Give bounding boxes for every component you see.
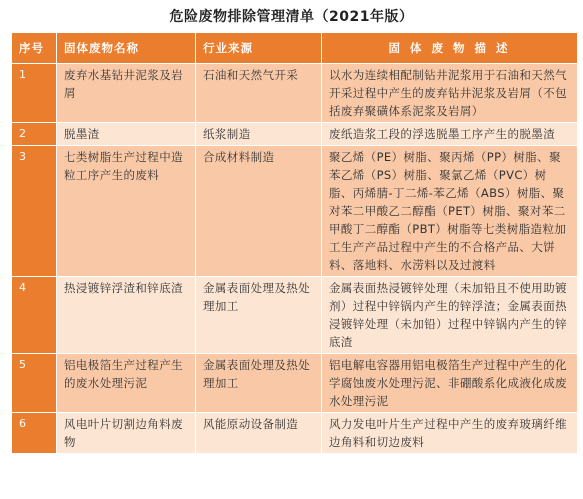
row-desc: 聚乙烯（PE）树脂、聚丙烯（PP）树脂、聚苯乙烯（PS）树脂、聚氯乙烯（PVC）树脂、丙烯腈-丁二烯-苯乙烯（ABS）树脂、聚对苯二甲酸乙二醇酯（PET）树脂、聚对苯二甲酸丁二醇酯（PBT）树脂等七类树脂造粒加工生产产品过程中产生的不合格产品、大饼料、落地料、水涝料以及过渡料 <box>322 146 578 277</box>
row-name: 铝电极箔生产过程产生的废水处理污泥 <box>57 354 196 413</box>
table-row <box>12 123 578 146</box>
row-source: 金属表面处理及热处理加工 <box>196 277 322 354</box>
row-source: 纸浆制造 <box>196 123 322 146</box>
row-source: 风能原动设备制造 <box>196 413 322 454</box>
row-source: 金属表面处理及热处理加工 <box>196 354 322 413</box>
row-num: 5 <box>12 354 57 413</box>
row-name: 风电叶片切割边角料废物 <box>57 413 196 454</box>
row-source: 合成材料制造 <box>196 146 322 277</box>
row-name: 废弃水基钻井泥浆及岩屑 <box>57 64 196 123</box>
table-row <box>12 354 578 413</box>
row-desc: 金属表面热浸镀锌处理（未加铅且不使用助镀剂）过程中锌锅内产生的锌浮渣；金属表面热浸镀锌处理（未加铅）过程中锌锅内产生的锌底渣 <box>322 277 578 354</box>
waste-exclusion-table <box>11 32 578 454</box>
row-desc: 以水为连续相配制钻井泥浆用于石油和天然气开采过程中产生的废弃钻井泥浆及岩屑（不包括废弃聚磺体系泥浆及岩屑） <box>322 64 578 123</box>
header-source: 行业来源 <box>196 33 322 64</box>
header-num: 序号 <box>12 33 57 64</box>
row-num: 6 <box>12 413 57 454</box>
table-row <box>12 277 578 354</box>
row-name: 七类树脂生产过程中造粒工序产生的废料 <box>57 146 196 277</box>
row-name: 热浸镀锌浮渣和锌底渣 <box>57 277 196 354</box>
row-name: 脱墨渣 <box>57 123 196 146</box>
header-name: 固体废物名称 <box>57 33 196 64</box>
page-title: 危险废物排除管理清单（2021年版） <box>169 9 414 25</box>
row-desc: 风力发电叶片生产过程中产生的废弃玻璃纤维边角料和切边废料 <box>322 413 578 454</box>
table-header-row <box>12 33 578 64</box>
table-row <box>12 146 578 277</box>
row-desc: 铝电解电容器用铝电极箔生产过程中产生的化学腐蚀废水处理污泥、非硼酸系化成液化成废水处理污泥 <box>322 354 578 413</box>
row-num: 1 <box>12 64 57 123</box>
row-num: 4 <box>12 277 57 354</box>
header-desc: 固 体 废 物 描 述 <box>322 33 578 64</box>
row-desc: 废纸造浆工段的浮选脱墨工序产生的脱墨渣 <box>322 123 578 146</box>
table-row <box>12 64 578 123</box>
row-num: 2 <box>12 123 57 146</box>
row-source: 石油和天然气开采 <box>196 64 322 123</box>
table-row <box>12 413 578 454</box>
row-num: 3 <box>12 146 57 277</box>
